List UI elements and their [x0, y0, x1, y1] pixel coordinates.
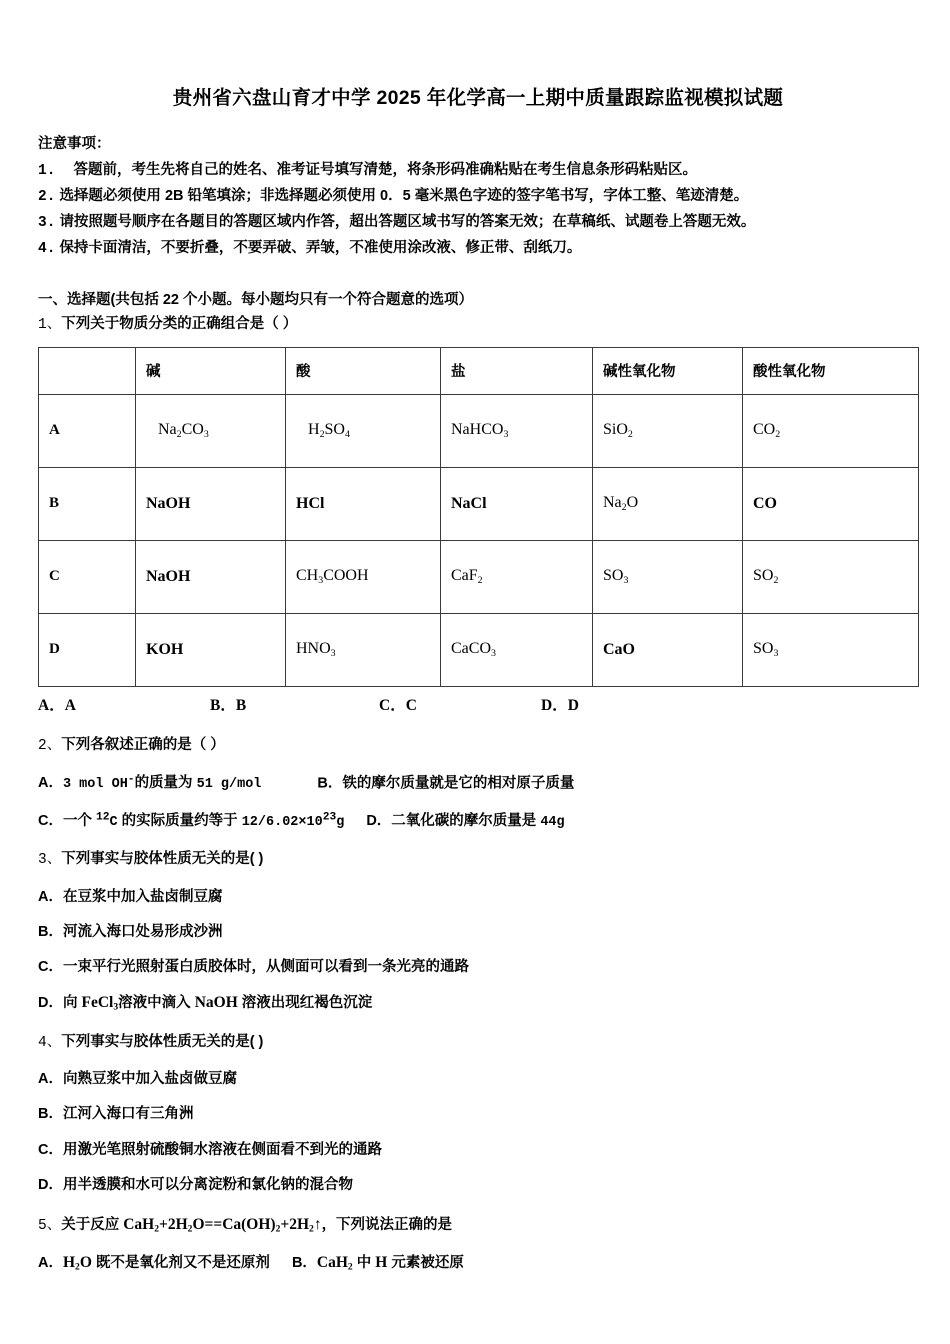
question-3-number: 3、 — [38, 852, 62, 869]
instruction-text: 答题前，考生先将自己的姓名、准考证号填写清楚，将条形码准确粘贴在考生信息条形码粘贴区。 — [73, 161, 697, 178]
option-a[interactable]: A．向熟豆浆中加入盐卤做豆腐 — [38, 1071, 237, 1088]
chemical-formula: $CO_2$ — [753, 421, 781, 440]
classification-table-body — [39, 347, 919, 686]
chemical-formula: $Na_2CO_3$ — [158, 421, 209, 440]
question-4-block — [38, 1030, 918, 1197]
instruction-number: 2. — [38, 188, 56, 205]
question-2-option-row-cd — [38, 808, 918, 833]
question-5-text: 关于反应 $CaH_2+2H_2O==Ca(OH)_2+2H_2↑$，下列说法正确的是 — [61, 1216, 453, 1235]
option-c[interactable]: C．一束平行光照射蛋白质胶体时，从侧面可以看到一条光亮的通路 — [38, 958, 469, 975]
instruction-text: 保持卡面清洁，不要折叠，不要弄破、弄皱，不准使用涂改液、修正带、刮纸刀。 — [59, 239, 582, 256]
table-cell — [743, 467, 919, 540]
instruction-item — [38, 236, 918, 262]
question-5-option-row-ab[interactable]: A．$H_2O$ 既不是氧化剂又不是还原剂 B．CaH$_2$ 中 H 元素被还原 — [38, 1254, 464, 1274]
table-header-cell-blank — [39, 347, 136, 394]
table-cell — [136, 394, 286, 467]
chemical-formula: SiO$_2$ — [603, 421, 633, 440]
option-c[interactable]: C．一个 $^{12}$C 的实际质量约等于 $12/6.02\times 10^{23}g$ — [38, 811, 345, 830]
instruction-text: 选择题必须使用 2B 铅笔填涂；非选择题必须使用 0．5 毫米黑色字迹的签字笔书写，字体工整、笔迹清楚。 — [59, 187, 749, 204]
instruction-number: 3. — [38, 214, 56, 231]
table-cell — [441, 613, 593, 686]
chemical-formula: $Na_2O$ — [603, 494, 639, 513]
question-2-text: 下列各叙述正确的是（ ） — [61, 736, 225, 753]
table-row — [39, 613, 919, 686]
chemical-formula: $CH_3COOH$ — [296, 567, 369, 586]
table-cell — [136, 613, 286, 686]
question-5-stem — [38, 1211, 918, 1239]
question-3-text: 下列事实与胶体性质无关的是( ) — [61, 851, 264, 868]
option-b[interactable]: B．河流入海口处易形成沙洲 — [38, 923, 223, 940]
instruction-number: 4. — [38, 240, 56, 257]
chemical-formula: NaCl — [451, 494, 487, 512]
table-header-cell-base: 碱 — [136, 347, 286, 394]
question-2-stem — [38, 733, 918, 759]
chemical-formula: CaCO$_3$ — [451, 640, 496, 659]
option-c[interactable]: C．用激光笔照射硫酸铜水溶液在侧面看不到光的通路 — [38, 1141, 382, 1158]
chemical-formula: CaF$_2$ — [451, 567, 483, 586]
chemical-formula: CaO — [603, 640, 635, 658]
instruction-item — [38, 184, 918, 210]
question-5-number: 5、 — [38, 1218, 62, 1234]
table-cell — [593, 467, 743, 540]
chemical-formula: $H_2SO_4$ — [308, 421, 350, 440]
option-d[interactable]: D．二氧化碳的摩尔质量是 44g — [366, 812, 565, 830]
page-content — [38, 86, 918, 1276]
chemical-formula: NaOH — [146, 494, 191, 512]
table-cell — [593, 613, 743, 686]
table-row — [39, 540, 919, 613]
table-row-label: A — [39, 394, 136, 467]
option-b[interactable]: B．B — [210, 696, 247, 714]
table-header-cell-acid: 酸 — [286, 347, 441, 394]
question-3-stem — [38, 847, 918, 873]
table-header-cell-basic-oxide: 碱性氧化物 — [593, 347, 743, 394]
option-d[interactable]: D．用半透膜和水可以分离淀粉和氯化钠的混合物 — [38, 1176, 353, 1193]
question-5-block — [38, 1211, 918, 1276]
instruction-number: 1. — [38, 162, 56, 179]
option-a[interactable]: A．A — [38, 696, 76, 714]
table-row-label: B — [39, 467, 136, 540]
table-cell — [743, 394, 919, 467]
option-a[interactable]: A．在豆浆中加入盐卤制豆腐 — [38, 888, 223, 905]
option-a[interactable]: A．3 mol OH-的质量为 51 g/mol — [38, 773, 262, 793]
chemical-formula: NaHCO$_3$ — [451, 421, 509, 440]
question-4-text: 下列事实与胶体性质无关的是( ) — [61, 1033, 264, 1050]
question-1-stem — [38, 312, 918, 338]
question-2-number: 2、 — [38, 737, 62, 754]
instructions-block — [38, 133, 918, 261]
option-b[interactable]: B．江河入海口有三角洲 — [38, 1106, 194, 1123]
table-row-label: C — [39, 540, 136, 613]
chemical-formula: $SO_3$ — [753, 640, 779, 659]
table-row — [39, 394, 919, 467]
table-header-cell-acidic-oxide: 酸性氧化物 — [743, 347, 919, 394]
question-2-option-row-ab — [38, 771, 918, 796]
option-d[interactable]: D．向 FeCl$_3$溶液中滴入 NaOH 溶液出现红褐色沉淀 — [38, 994, 373, 1013]
table-cell — [441, 540, 593, 613]
option-d[interactable]: D．D — [541, 696, 579, 714]
chemical-formula: $HNO_3$ — [296, 640, 336, 659]
table-cell — [136, 467, 286, 540]
chemical-formula: $SO_3$ — [603, 567, 629, 586]
instruction-item — [38, 210, 918, 236]
table-cell — [743, 540, 919, 613]
instruction-text: 请按照题号顺序在各题目的答题区域内作答，超出答题区域书写的答案无效；在草稿纸、试题卷上答题无效。 — [59, 213, 756, 230]
instructions-heading: 注意事项： — [38, 136, 111, 153]
table-cell — [286, 613, 441, 686]
page-title: 贵州省六盘山育才中学 2025 年化学高一上期中质量跟踪监视模拟试题 — [172, 87, 784, 109]
question-1-number: 1、 — [38, 317, 62, 334]
table-header-row — [39, 347, 919, 394]
chemical-formula: KOH — [146, 640, 184, 658]
table-cell — [441, 394, 593, 467]
chemical-formula: $SO_2$ — [753, 567, 779, 586]
table-row — [39, 467, 919, 540]
table-header-cell-salt: 盐 — [441, 347, 593, 394]
table-cell — [593, 394, 743, 467]
table-cell — [593, 540, 743, 613]
question-4-stem — [38, 1030, 918, 1056]
question-1-text: 下列关于物质分类的正确组合是（ ） — [61, 316, 298, 333]
option-c[interactable]: C．C — [379, 696, 417, 714]
question-3-block — [38, 847, 918, 1016]
chemical-formula: HCl — [296, 494, 325, 512]
question-1-options — [38, 693, 918, 719]
option-b[interactable]: B．铁的摩尔质量就是它的相对原子质量 — [317, 775, 575, 792]
table-cell — [286, 540, 441, 613]
table-cell — [286, 394, 441, 467]
question-2-block — [38, 733, 918, 834]
section-heading: 一、选择题(共包括 22 个小题。每小题均只有一个符合题意的选项） — [38, 291, 474, 308]
question-4-number: 4、 — [38, 1034, 62, 1051]
instruction-item — [38, 158, 918, 184]
table-cell — [743, 613, 919, 686]
table-cell — [136, 540, 286, 613]
table-cell — [441, 467, 593, 540]
table-row-label: D — [39, 613, 136, 686]
classification-table — [38, 347, 919, 687]
table-cell — [286, 467, 441, 540]
chemical-formula: NaOH — [146, 567, 191, 585]
chemical-formula: CO — [753, 494, 777, 512]
